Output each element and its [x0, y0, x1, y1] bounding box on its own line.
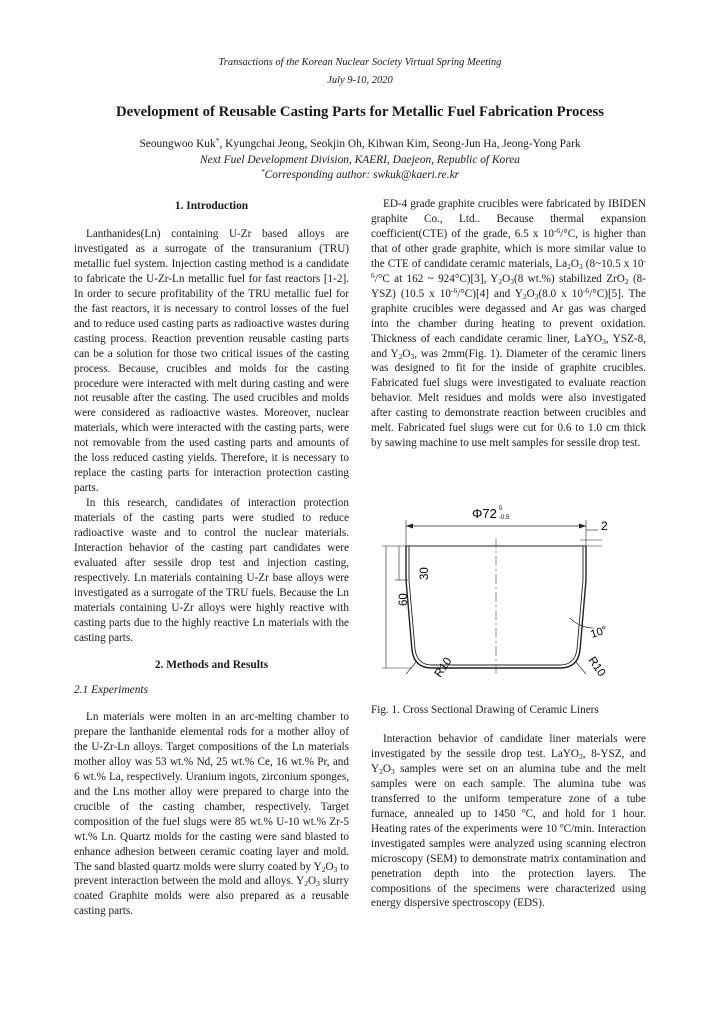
r1i: /°C)[5]. The graphite crucibles were degassed and Ar gas was charged into the chamber during heating to prevent oxidation. Thickness of each candidate ceramic liner, LaYO: [371, 287, 646, 345]
right-paragraph-2: Interaction behavior of candidate liner materials were investigated by the sessile drop test. LaYO$_3$, 8-YSZ, and $Y_2O_3$ samples were set on an alumina tube and the melt samples were on each sample. The alumina tube was transferred to the uniform temperature zone of a tube furnace, annealed up to 1450 ºC, and hold for 1 hour. Heating rates of the experiments were 10 ºC/min. Interaction investigated samples were analyzed using scanning electron microscopy (SEM) to demonstrate matrix contamination and penetration depth into the protection layers. The compositions of the specimens were characterized using energy dispersive spectroscopy (EDS).: [371, 733, 646, 910]
r1k: , was 2mm(Fig. 1). Diameter of the ceramic liners was designed to fit for the inside of graphite crucibles. Fabricated fuel slugs were investigated to evaluate reaction behavior. Melt residues and molds were also investigated after casting to demonstrate reaction between crucibles and melt. Fabricated fuel slugs were cut for 0.6 to 1.0 cm thick by sawing machine to use melt samples for sessile drop test.: [371, 347, 646, 450]
diameter-arrow-right: [579, 524, 586, 529]
exp-text-c: slurry coated Graphite molds were also prepared as a reusable casting parts.: [74, 875, 349, 918]
right-column-body-2: [371, 732, 646, 911]
angle-label: 10°: [589, 624, 609, 641]
radius-right-label: R10: [585, 654, 608, 680]
r2b: , 8-YSZ, and Y: [371, 747, 646, 775]
r1b: /°C, is higher than that of other grade graphite, which is more similar value to the CTE of candidate ceramic materials, La: [371, 227, 646, 270]
r2c: samples were set on an alumina tube and the melt samples were on each sample. The alumina tube was transferred to the uniform temperature zone of a tube furnace, annealed up to 1450 ºC, and hold for 1 hour. Heating rates of the experiments were 10 ºC/min. Interaction investigated samples were analyzed using scanning electron microscopy (SEM) to demonstrate matrix contamination and penetration depth into the protection layers. The compositions of the specimens were characterized using energy dispersive spectroscopy (EDS).: [371, 762, 646, 910]
exp-text-a: Ln materials were molten in an arc-melting chamber to prepare the lanthanide elemental rods for a mother alloy of the U-Zr-Ln alloys. Target compositions of the Ln materials mother alloy was 53 wt.% Nd, 25 wt.% Ce, 16 wt.% Pr, and 6 wt.% La, respectively. Uranium ingots, zirconium sponges, and the Lns mother alloy were prepared to charge into the crucible of the casting chamber, respectively. Target composition of the fuel slugs were 85 wt.% U-10 wt.% Zr-5 wt.% Ln. Quartz molds for the casting were sand blasted to enhance adhesion between ceramic coating layer and mold. The sand blasted quartz molds were slurry coated by Y: [74, 711, 349, 873]
sup-neg6-b: -6: [371, 255, 646, 280]
sub-y3: 3: [510, 276, 514, 286]
thickness-label: 2: [601, 519, 608, 533]
corresponding-mark: *: [215, 136, 220, 145]
sub-la3: 3: [578, 261, 583, 271]
sub-y2b: 2: [522, 291, 527, 301]
coauthors: , Kyungchai Jeong, Seokjin Oh, Kihwan Kim, Seong-Jun Ha, Jeong-Yong Park: [219, 138, 581, 150]
depth-label: 30: [419, 567, 431, 580]
radius-left-label: R10: [432, 655, 455, 680]
introduction-body: [74, 227, 349, 646]
r1f: (8-YSZ) (10.5 x 10: [371, 272, 646, 300]
conference-date: July 9-10, 2020: [327, 75, 393, 86]
sub-2: 2: [321, 864, 326, 874]
exp-text-b: to prevent interaction between the mold and alloys. Y: [74, 860, 349, 888]
radius-right-leader: [576, 662, 586, 674]
section-heading-methods: 2. Methods and Results: [154, 659, 269, 671]
ceramic-liner-drawing: [380, 500, 640, 690]
diameter-label: Φ72: [472, 506, 497, 521]
sup-neg6-d: -6: [582, 285, 590, 295]
sub-zr2: 2: [624, 276, 629, 286]
sub-3b: 3: [316, 879, 320, 889]
sup-neg6-a: -6: [553, 225, 561, 235]
author-list: [0, 138, 720, 150]
r1e: (8 wt.%) stabilized ZrO: [513, 272, 625, 285]
diameter-tol-lower: -0.5: [499, 515, 510, 521]
sub-layo3b: 3: [579, 751, 583, 761]
sub-2b: 2: [304, 879, 308, 889]
sub-y3b: 3: [534, 291, 539, 301]
sub-layo3: 3: [602, 336, 606, 346]
sub-la2: 2: [567, 261, 571, 271]
experiments-paragraph-1: Ln materials were molten in an arc-melting chamber to prepare the lanthanide elemental rods for a mother alloy of the U-Zr-Ln alloys. Target compositions of the Ln materials mother alloy was 53 wt.% Nd, 25 wt.% Ce, 16 wt.% Pr, and 6 wt.% La, respectively. Uranium ingots, zirconium sponges, and the Lns mother alloy were prepared to charge into the crucible of the casting chamber, respectively. Target composition of the fuel slugs were 85 wt.% U-10 wt.% Zr-5 wt.% Ln. Quartz molds for the casting were sand blasted to enhance adhesion between ceramic coating layer and mold. The sand blasted quartz molds were slurry coated by $Y_2O_3$ to prevent interaction between the mold and alloys. $Y_2O_3$ slurry coated Graphite molds were also prepared as a reusable casting parts.: [74, 711, 349, 918]
sub-y2c: 2: [398, 351, 403, 361]
corresponding-author-text: Corresponding author: swkuk@kaeri.re.kr: [264, 169, 460, 181]
r2a: Interaction behavior of candidate liner materials were investigated by the sessile drop test. LaYO: [371, 733, 646, 760]
sub-y2d: 2: [379, 766, 383, 776]
diameter-tol-upper: 0: [499, 506, 503, 512]
conference-name: Transactions of the Korean Nuclear Society Virtual Spring Meeting: [218, 57, 502, 68]
sub-y3c: 3: [410, 351, 415, 361]
r1g: /°C)[4] and Y: [457, 287, 523, 300]
r1j: , YSZ-8, and Y: [371, 332, 646, 360]
corresponding-mark-2: *: [260, 167, 265, 176]
r1d: /°C at 162 ~ 924°C)[3], Y: [374, 272, 499, 285]
first-author: Seoungwoo Kuk: [139, 138, 216, 150]
r1c: (8~10.5 x 10: [582, 257, 644, 270]
r1a: ED-4 grade graphite crucibles were fabricated by IBIDEN graphite Co., Ltd.. Because thermal expansion coefficient(CTE) of the grade, 6.5 x 10: [371, 198, 646, 240]
affiliation: Next Fuel Development Division, KAERI, Daejeon, Republic of Korea: [199, 154, 520, 166]
figure-caption: Fig. 1. Cross Sectional Drawing of Ceramic Liners: [371, 704, 599, 716]
sub-y3d: 3: [390, 766, 395, 776]
intro-paragraph-2: In this research, candidates of interaction protection materials of the casting parts were studied to reduce radioactive waste and to control the nuclear materials. Interaction behavior of the casting part candidates were evaluated after sessile drop test and injection casting, respectively. Ln materials containing U-Zr base alloys were investigated as a surrogate of the TRU fuels. Because the Ln materials containing U-Zr alloys were highly reactive with casting parts due to the highly reactive Ln materials with the casting parts.: [74, 497, 349, 644]
diameter-arrow-left: [406, 524, 413, 529]
sub-y2: 2: [498, 276, 503, 286]
corresponding-author: [0, 169, 720, 181]
subsection-heading-experiments: 2.1 Experiments: [74, 684, 149, 696]
height-label: 60: [398, 593, 410, 606]
right-paragraph-1: ED-4 grade graphite crucibles were fabricated by IBIDEN graphite Co., Ltd.. Because thermal expansion coefficient(CTE) of the grade, 6.5 x $10^{-6}/^\circ C$, is higher than that of other grade graphite, which is more similar value to the CTE of candidate ceramic materials, $La_2O_3$ (8~10.5 x $10^{-6}/^\circ C$ at 162 ~ 924°C)[3], $Y_2O_3(8$ wt.%) stabilized ZrO$_2$ (8-YSZ) (10.5 x $10^{-6}/^\circ C)[4]$ and $Y_2O_3(8.0$ x $10^{-6}/^\circ C)[5]$. The graphite crucibles were degassed and Ar gas was charged into the chamber during heating to prevent oxidation. Thickness of each candidate ceramic liner, LaYO$_3$, YSZ-8, and $Y_2O_3$, was 2mm(Fig. 1). Diameter of the ceramic liners was designed to fit for the inside of graphite crucibles. Fabricated fuel slugs were investigated to evaluate reaction behavior. Melt residues and molds were also investigated after casting to demonstrate reaction between crucibles and melt. Fabricated fuel slugs were cut for 0.6 to 1.0 cm thick by sawing machine to use melt samples for sessile drop test.: [371, 198, 646, 450]
intro-paragraph-1: Lanthanides(Ln) containing U-Zr based alloys are investigated as a surrogate of the transuranium (TRU) metallic fuel system. Injection casting method is a candidate to fabricate the U-Zr-Ln metallic fuel for fast reactors [1-2]. In order to secure profitability of the TRU metallic fuel for the fast reactors, it is necessary to control losses of the fuel and to reduce used casting parts as radioactive wastes during casting process. Reaction prevention reusable casting parts can be a solution for those two critical issues of the casting process. Because, crucibles and molds for the casting procedure were interacted with melt during casting and were not reusable after the casting. The used crucibles and molds were considered as radioactive wastes. Moreover, nuclear materials, which were interacted with the casting parts, were not removable from the used casting parts and amounts of the loss reduced casting yields. Therefore, it is necessary to replace the casting parts for interaction protection casting parts.: [74, 228, 349, 495]
experiments-body: [74, 710, 349, 919]
sup-neg6-c: -6: [450, 285, 458, 295]
section-heading-introduction: 1. Introduction: [174, 200, 249, 212]
paper-title: Development of Reusable Casting Parts for Metallic Fuel Fabrication Process: [115, 104, 605, 120]
r1h: (8.0 x 10: [538, 287, 583, 300]
sub-3: 3: [333, 864, 338, 874]
right-column-body: [371, 197, 646, 451]
